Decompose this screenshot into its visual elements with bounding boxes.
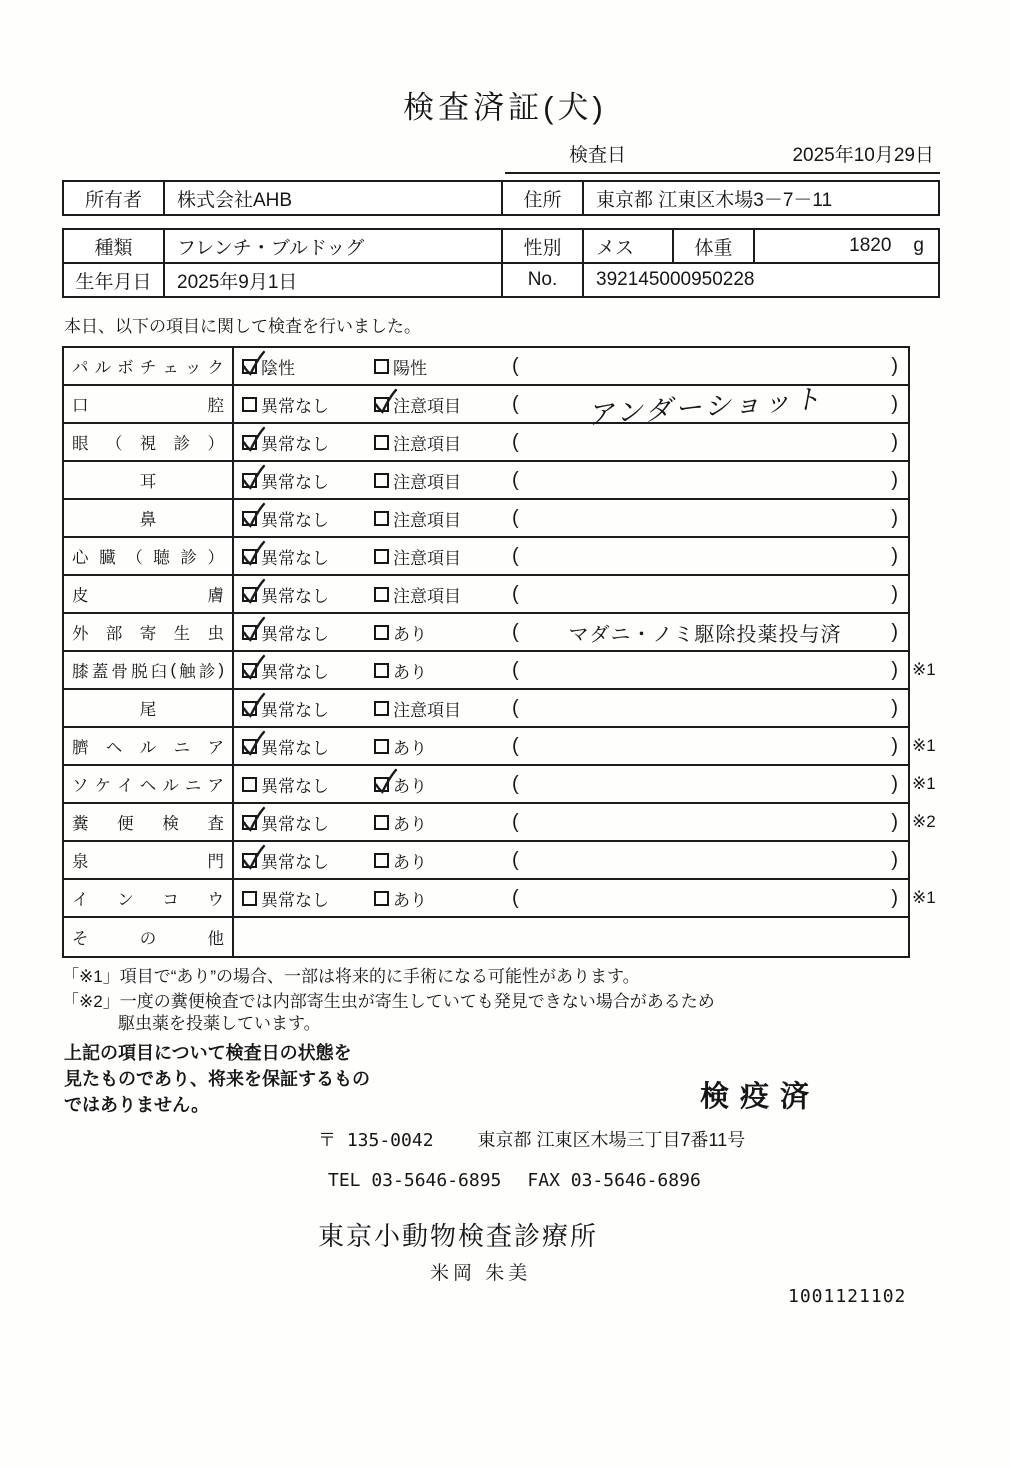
paren-open: ( xyxy=(512,772,519,795)
table-row xyxy=(64,652,936,690)
option-2 xyxy=(366,386,502,422)
option-1 xyxy=(234,804,366,840)
paren-close: ) xyxy=(891,772,898,795)
option-2 xyxy=(366,538,502,574)
footnote-mark: ※1 xyxy=(912,736,936,755)
option-label: あり xyxy=(393,662,427,682)
intro-text: 本日、以下の項目に関して検査を行いました。 xyxy=(64,317,421,336)
item-label: 心 臓 （ 聴 診 ） xyxy=(64,538,234,574)
checkbox-icon xyxy=(374,549,389,564)
checkmark-icon xyxy=(241,730,266,757)
checkbox-icon xyxy=(242,701,257,716)
paren-close: ) xyxy=(891,696,898,719)
option-label: 異常なし xyxy=(261,510,329,530)
result-field xyxy=(502,424,908,460)
paren-close: ) xyxy=(891,392,898,415)
checkbox-icon xyxy=(374,853,389,868)
paren-open: ( xyxy=(512,620,519,643)
option-1 xyxy=(234,842,366,878)
checkbox-icon xyxy=(242,815,257,830)
item-label: 眼 （ 視 診 ） xyxy=(64,424,234,460)
postal-code: 〒 135-0042 xyxy=(318,1130,434,1151)
option-label: 異常なし xyxy=(261,472,329,492)
checkmark-icon xyxy=(241,502,266,529)
option-1 xyxy=(234,424,366,460)
paren-close: ) xyxy=(891,582,898,605)
paren-open: ( xyxy=(512,468,519,491)
option-1 xyxy=(234,576,366,612)
item-label: 皮 膚 xyxy=(64,576,234,612)
checkmark-icon xyxy=(241,654,266,681)
paren-close: ) xyxy=(891,468,898,491)
checkbox-icon xyxy=(242,739,257,754)
option-1 xyxy=(234,614,366,650)
option-label: 注意項目 xyxy=(393,700,461,720)
option-label: 注意項目 xyxy=(393,548,461,568)
no-value: 392145000950228 xyxy=(584,264,938,296)
footnote-2-continued: 駆虫薬を投薬しています。 xyxy=(118,1014,321,1033)
option-2 xyxy=(366,500,502,536)
option-1 xyxy=(234,462,366,498)
option-1 xyxy=(234,386,366,422)
result-field xyxy=(502,538,908,574)
table-row xyxy=(64,383,908,431)
option-2 xyxy=(366,424,502,460)
option-label: 異常なし xyxy=(261,434,329,454)
checkbox-icon xyxy=(374,739,389,754)
result-field xyxy=(502,880,936,916)
paren-open: ( xyxy=(512,696,519,719)
checkbox-icon xyxy=(374,473,389,488)
checkbox-icon xyxy=(374,435,389,450)
option-label: あり xyxy=(393,814,427,834)
document-code: 1001121102 xyxy=(788,1286,907,1307)
clinic-address-row xyxy=(318,1126,745,1152)
footnote-mark: ※1 xyxy=(912,774,936,793)
table-row xyxy=(64,462,908,500)
item-label: そ の 他 xyxy=(64,918,234,956)
option-2 xyxy=(366,766,502,802)
checkbox-icon xyxy=(374,625,389,640)
checkbox-icon xyxy=(374,511,389,526)
item-label: 鼻 xyxy=(64,500,234,536)
checkmark-icon xyxy=(373,768,398,795)
option-1 xyxy=(234,690,366,726)
item-label: ソ ケ イ ヘ ル ニ ア xyxy=(64,766,234,802)
checkbox-icon xyxy=(242,397,257,412)
weight-label: 体重 xyxy=(674,230,753,262)
option-label: 陰性 xyxy=(261,358,295,378)
option-label: 異常なし xyxy=(261,586,329,606)
paren-close: ) xyxy=(891,886,898,909)
option-2 xyxy=(366,614,502,650)
checkbox-icon xyxy=(374,777,389,792)
result-field xyxy=(502,383,908,431)
table-row xyxy=(64,766,936,804)
table-row xyxy=(64,918,908,956)
result-field xyxy=(502,728,936,764)
result-field xyxy=(502,652,936,688)
option-2 xyxy=(366,348,502,384)
table-row xyxy=(64,576,908,614)
quarantine-passed-stamp: 検疫済 xyxy=(700,1081,821,1113)
result-field xyxy=(502,576,908,612)
checkbox-icon xyxy=(242,587,257,602)
item-label: 糞 便 検 査 xyxy=(64,804,234,840)
checkmark-icon xyxy=(241,844,266,871)
option-label: 注意項目 xyxy=(393,396,461,416)
breed-label: 種類 xyxy=(64,230,163,262)
option-label: 注意項目 xyxy=(393,586,461,606)
footnote-1: 「※1」項目で“あり”の場合、一部は将来的に手術になる可能性があります。 xyxy=(62,967,640,986)
paren-open: ( xyxy=(512,848,519,871)
weight-value xyxy=(755,230,938,262)
table-row xyxy=(64,500,908,538)
option-label: 異常なし xyxy=(261,776,329,796)
paren-open: ( xyxy=(512,582,519,605)
checkmark-icon xyxy=(241,540,266,567)
option-label: 注意項目 xyxy=(393,472,461,492)
option-label: 異常なし xyxy=(261,548,329,568)
checkmark-icon xyxy=(241,464,266,491)
option-label: あり xyxy=(393,890,427,910)
paren-close: ) xyxy=(891,506,898,529)
option-label: 注意項目 xyxy=(393,510,461,530)
option-label: あり xyxy=(393,852,427,872)
veterinarian-name: 米岡 朱美 xyxy=(430,1263,532,1284)
checkbox-icon xyxy=(242,663,257,678)
weight-unit: g xyxy=(913,235,924,256)
sex-value: メス xyxy=(584,230,672,262)
item-label: 外 部 寄 生 虫 xyxy=(64,614,234,650)
checkmark-icon xyxy=(241,426,266,453)
page-title: 検査済証(犬) xyxy=(403,90,607,125)
checkmark-icon xyxy=(373,388,398,415)
checkmark-icon xyxy=(241,616,266,643)
option-label: 異常なし xyxy=(261,738,329,758)
option-2 xyxy=(366,880,502,916)
option-label: あり xyxy=(393,624,427,644)
paren-open: ( xyxy=(512,354,519,377)
result-field xyxy=(502,462,908,498)
tel-number: TEL 03-5646-6895 xyxy=(328,1170,502,1191)
item-label: 尾 xyxy=(64,690,234,726)
table-row xyxy=(64,842,908,880)
table-row xyxy=(64,728,936,766)
fax-number: FAX 03-5646-6896 xyxy=(527,1170,701,1191)
table-row xyxy=(64,880,936,918)
item-label: 臍 ヘ ル ニ ア xyxy=(64,728,234,764)
inspection-date-value: 2025年10月29日 xyxy=(792,145,934,166)
option-1 xyxy=(234,500,366,536)
address-label: 住所 xyxy=(503,182,582,214)
checkbox-icon xyxy=(242,853,257,868)
clinic-name: 東京小動物検査診療所 xyxy=(318,1221,599,1251)
option-label: 異常なし xyxy=(261,662,329,682)
footnote-mark: ※1 xyxy=(912,888,936,907)
checkbox-icon xyxy=(374,397,389,412)
table-row xyxy=(64,424,908,462)
tel-fax-row xyxy=(328,1170,701,1191)
checkbox-icon xyxy=(242,435,257,450)
disclaimer-line: ではありません。 xyxy=(64,1095,210,1115)
clinic-address: 東京都 江東区木場三丁目7番11号 xyxy=(477,1130,746,1150)
paren-close: ) xyxy=(891,544,898,567)
disclaimer xyxy=(64,1040,370,1118)
checkbox-icon xyxy=(374,891,389,906)
option-label: あり xyxy=(393,776,427,796)
checkbox-icon xyxy=(374,663,389,678)
inspection-date-label: 検査日 xyxy=(569,145,627,166)
option-2 xyxy=(366,462,502,498)
breed-value: フレンチ・ブルドッグ xyxy=(165,230,501,262)
checkbox-icon xyxy=(242,777,257,792)
owner-info-table xyxy=(62,180,940,216)
checkbox-icon xyxy=(242,891,257,906)
result-field xyxy=(502,842,908,878)
table-row xyxy=(64,614,908,652)
owner-label: 所有者 xyxy=(64,182,163,214)
table-row xyxy=(64,690,908,728)
option-label: 注意項目 xyxy=(393,434,461,454)
owner-value: 株式会社AHB xyxy=(165,182,501,214)
paren-open: ( xyxy=(512,430,519,453)
result-text: マダニ・ノミ駆除投薬投与済 xyxy=(568,623,842,646)
paren-close: ) xyxy=(891,430,898,453)
paren-close: ) xyxy=(891,620,898,643)
checkbox-icon xyxy=(374,815,389,830)
option-label: あり xyxy=(393,738,427,758)
item-label: 口 腔 xyxy=(64,386,234,422)
checkbox-icon xyxy=(242,359,257,374)
checkmark-icon xyxy=(241,806,266,833)
option-label: 異常なし xyxy=(261,890,329,910)
checkbox-icon xyxy=(374,701,389,716)
item-label: イ ン コ ウ xyxy=(64,880,234,916)
option-2 xyxy=(366,576,502,612)
paren-close: ) xyxy=(891,658,898,681)
paren-open: ( xyxy=(512,886,519,909)
paren-close: ) xyxy=(891,848,898,871)
option-1 xyxy=(234,728,366,764)
option-2 xyxy=(366,652,502,688)
result-field xyxy=(502,500,908,536)
paren-open: ( xyxy=(512,658,519,681)
birth-label: 生年月日 xyxy=(64,264,163,296)
paren-open: ( xyxy=(512,506,519,529)
option-label: 異常なし xyxy=(261,852,329,872)
option-1 xyxy=(234,348,366,384)
pet-info-table xyxy=(62,228,940,298)
weight-number: 1820 xyxy=(849,235,892,256)
result-text: アンダーショット xyxy=(586,383,825,431)
option-label: 異常なし xyxy=(261,624,329,644)
option-2 xyxy=(366,728,502,764)
item-label: 膝 蓋 骨 脱 臼 ( 触 診 ) xyxy=(64,652,234,688)
empty-cell xyxy=(234,918,908,956)
paren-open: ( xyxy=(512,734,519,757)
inspection-date-row xyxy=(505,142,940,174)
result-field xyxy=(502,766,936,802)
checkbox-icon xyxy=(242,473,257,488)
option-1 xyxy=(234,766,366,802)
paren-open: ( xyxy=(512,544,519,567)
result-field xyxy=(502,804,936,840)
paren-close: ) xyxy=(891,354,898,377)
option-label: 異常なし xyxy=(261,814,329,834)
item-label: 耳 xyxy=(64,462,234,498)
paren-close: ) xyxy=(891,734,898,757)
option-label: 異常なし xyxy=(261,396,329,416)
paren-open: ( xyxy=(512,810,519,833)
checkbox-icon xyxy=(242,511,257,526)
disclaimer-line: 上記の項目について検査日の状態を xyxy=(64,1043,352,1063)
checkmark-icon xyxy=(241,692,266,719)
checkmark-icon xyxy=(241,350,266,377)
option-1 xyxy=(234,880,366,916)
table-row xyxy=(64,538,908,576)
paren-open: ( xyxy=(512,392,519,415)
option-2 xyxy=(366,690,502,726)
checkbox-icon xyxy=(374,587,389,602)
footnote-mark: ※2 xyxy=(912,812,936,831)
checkbox-icon xyxy=(242,625,257,640)
disclaimer-line: 見たものであり、将来を保証するもの xyxy=(64,1069,370,1089)
address-value: 東京都 江東区木場3－7－11 xyxy=(584,182,938,214)
inspection-table xyxy=(62,346,936,958)
option-label: 異常なし xyxy=(261,700,329,720)
sex-label: 性別 xyxy=(503,230,582,262)
checkbox-icon xyxy=(374,359,389,374)
checkmark-icon xyxy=(241,578,266,605)
no-label: No. xyxy=(503,264,582,296)
result-field xyxy=(502,690,908,726)
option-1 xyxy=(234,652,366,688)
birth-value: 2025年9月1日 xyxy=(165,264,501,296)
option-1 xyxy=(234,538,366,574)
result-field xyxy=(502,614,908,650)
footnote-2: 「※2」一度の糞便検査では内部寄生虫が寄生していても発見できない場合があるため xyxy=(62,992,715,1011)
item-label: 泉 門 xyxy=(64,842,234,878)
option-2 xyxy=(366,842,502,878)
option-2 xyxy=(366,804,502,840)
table-row xyxy=(64,804,936,842)
footnote-mark: ※1 xyxy=(912,660,936,679)
item-label: パ ル ボ チ ェ ッ ク xyxy=(64,348,234,384)
checkbox-icon xyxy=(242,549,257,564)
option-label: 陽性 xyxy=(393,358,427,378)
paren-close: ) xyxy=(891,810,898,833)
